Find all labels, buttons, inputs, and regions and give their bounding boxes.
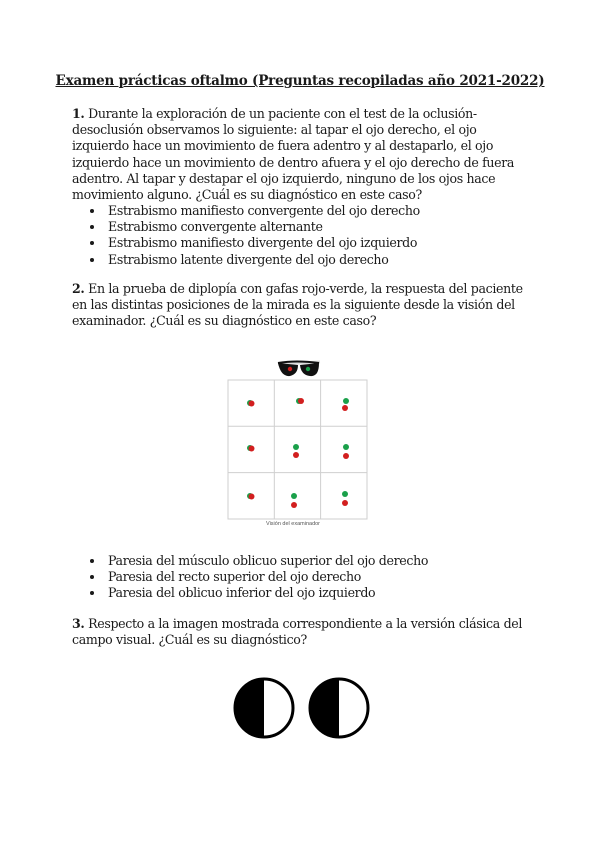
question-2-number: 2. [72, 281, 85, 296]
question-1-text: Durante la exploración de un paciente con el test de la oclusión-desoclusión observamos lo siguiente: al tapar el ojo derecho, el ojo izquierdo hace un movimiento de fuera adentro y al destaparlo, el ojo izquierdo hace un movimiento de dentro afuera y el ojo derecho de fuera adentro. Al tapar y destapar el ojo izquierdo, ninguno de los ojos hace movimiento alguno. ¿Cuál es su diagnóstico en este caso? [72, 106, 515, 203]
list-item: Estrabismo latente divergente del ojo derecho [72, 252, 528, 268]
gaze-up-right [247, 400, 255, 407]
list-item: Estrabismo manifiesto divergente del ojo izquierdo [72, 235, 528, 251]
gaze-right [247, 445, 255, 452]
list-item: Paresia del recto superior del ojo derecho [72, 569, 528, 585]
red-green-glasses-icon [278, 362, 320, 377]
gaze-primary [293, 444, 299, 458]
question-2 [72, 281, 528, 330]
question-1-options [72, 203, 528, 268]
page-title: Examen prácticas oftalmo (Preguntas recopiladas año 2021-2022) [55, 73, 545, 89]
visual-field-figure [226, 676, 374, 740]
gaze-up-center [296, 398, 304, 404]
gaze-up-left [342, 398, 349, 411]
question-2-options [72, 553, 528, 602]
list-item: Paresia del músculo oblicuo superior del ojo derecho [72, 553, 528, 569]
visual-field-right-eye [310, 679, 368, 737]
question-3 [72, 616, 528, 648]
list-item: Paresia del oblicuo inferior del ojo izquierdo [72, 585, 528, 601]
gaze-left [343, 444, 349, 459]
question-1-number: 1. [72, 106, 85, 121]
visual-field-left-eye [235, 679, 293, 737]
question-2-text: En la prueba de diplopía con gafas rojo-verde, la respuesta del paciente en las distintas posiciones de la mirada es la siguiente desde la visión del examinador. ¿Cuál es su diagnóstico en este caso? [72, 281, 523, 329]
figure-caption: Visión del examinador [266, 521, 321, 527]
gaze-down-left [342, 491, 348, 506]
diplopia-figure [226, 355, 370, 527]
question-3-number: 3. [72, 616, 85, 631]
gaze-down-right [247, 493, 255, 500]
question-1 [72, 106, 528, 203]
list-item: Estrabismo manifiesto convergente del ojo derecho [72, 203, 528, 219]
gaze-down-center [291, 493, 297, 508]
question-3-text: Respecto a la imagen mostrada correspondiente a la versión clásica del campo visual. ¿Cuál es su diagnóstico? [72, 616, 523, 648]
list-item: Estrabismo convergente alternante [72, 219, 528, 235]
